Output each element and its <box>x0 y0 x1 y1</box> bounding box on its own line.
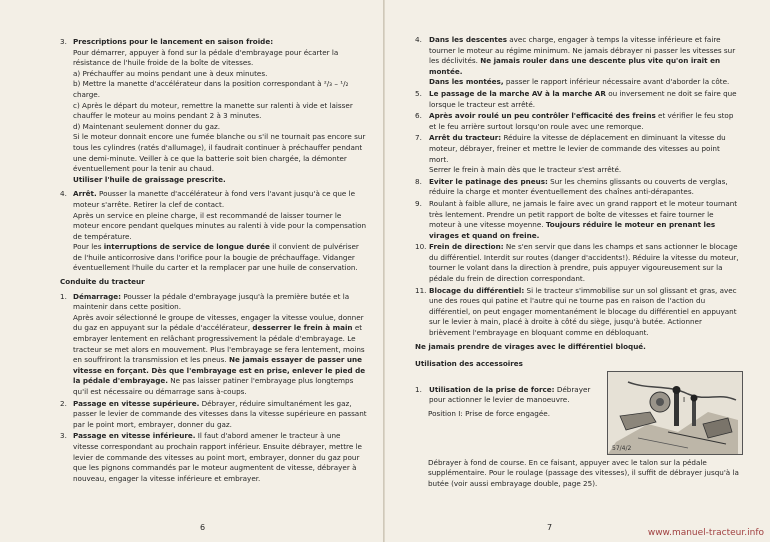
paragraph: Passage en vitesse supérieure. Débrayer, réduire simultanément les gaz, passer le levier de commande des vitesses dans la vitesse supérieure en passant par le point mort, embrayer, donner du gaz. <box>73 398 367 429</box>
paragraph: Si le moteur donnait encore une fumée blanche ou s'il ne tournait pas encore sur tous les cylindres (ratés d'allumage), il faudrait continuer à préchauffer pendant une demi-minute. Veiller à ce que la batterie soit bien chargée, la démonter éventuellement pour la tenir au chaud. <box>73 132 366 174</box>
paragraph: Après un service en pleine charge, il est recommandé de laisser tourner le moteur encore pendant quelques minutes au ralenti à vide pour la compensation de température. <box>73 210 367 241</box>
section-heading: Utilisation des accessoires <box>415 359 523 369</box>
paragraph: Eviter le patinage des pneus: Sur les chemins glissants ou couverts de verglas, réduire la charge et monter éventuellement des chaînes anti-dérapantes. <box>429 176 728 197</box>
paragraph: Arrêt du tracteur: Réduire la vitesse de déplacement en diminuant la vitesse du moteur, débrayer, freiner et mettre le levier de commande des vitesses au point mort. <box>429 133 726 164</box>
sub-item-b: b) Mettre la manette d'accélérateur dans la position correspondant à ²/₃ – ¹/₂ charge. <box>73 79 349 99</box>
list-item: 6. Après avoir roulé un peu contrôler l'efficacité des freins et vérifier le feu stop et le feu arrière surtout lorsqu'on roule avec une remorque. <box>415 111 740 132</box>
list-item: 1. Utilisation de la prise de force: Débrayer pour actionner le levier de manoeuvre. <box>415 385 595 406</box>
section-title: Arrêt. <box>73 189 97 199</box>
sub-item-d: d) Maintenant seulement donner du gaz. <box>73 121 221 131</box>
list-item: 2. Passage en vitesse supérieure. Débrayer, réduire simultanément les gaz, passer le levier de commande des vitesses dans la vitesse supérieure en passant par le point mort, embrayer, donner du gaz. <box>60 398 367 429</box>
figure-label: 57/4/2 <box>612 445 632 452</box>
paragraph: Débrayer à fond de course. En ce faisant, appuyer avec le talon sur la pédale supplémentaire. Pour le roulage (passage des vitesses), il suffit de débrayer jusqu'à la butée (voir aussi embrayage double, page 25). <box>428 457 739 488</box>
section-number: 3. <box>60 37 67 46</box>
warning-note: Ne jamais prendre de virages avec le différentiel bloqué. <box>415 341 646 351</box>
list-item: 10. Frein de direction: Ne s'en servir que dans les champs et sans actionner le blocage du différentiel. Interdit sur routes (danger d'accidents!). Réduire la vitesse du moteur, tourner le volant dans la direction à prendre, puis appuyer vigoureusement sur la pédale du frein de direction correspondant. <box>415 242 739 284</box>
page-number: 6 <box>200 523 206 532</box>
paragraph: Après avoir roulé un peu contrôler l'efficacité des freins et vérifier le feu stop et le feu arrière surtout lorsqu'on roule avec une remorque. <box>429 111 734 131</box>
paragraph: Démarrage: Pousser la pédale d'embrayage jusqu'à la première butée et la maintenir dans cette position. <box>73 291 350 312</box>
list-item: 1. Démarrage: Pousser la pédale d'embrayage jusqu'à la première butée et la maintenir dans cette position. Après avoir sélectionné le groupe de vitesses, engager la vitesse voulue, donner du gaz en appuyant sur la pédale d'accélérateur, desserrer le frein à main et embrayer lentement en relâchant progressivement la pédale d'embrayage. Le tracteur se met alors en mouvement. Plus l'embrayage se fera lentement, moins en souffriront la transmission et les pneus. Ne jamais essayer de passer une vitesse en forçant. Dès que l'embrayage est en prise, enlever le pied de la pédale d'embrayage. Ne pas laisser patiner l'embrayage plus longtemps qu'il est nécessaire ou démarrage sans à-coups. <box>60 291 366 396</box>
watermark: www.manuel-tracteur.info <box>647 528 764 538</box>
list-item: 3. Passage en vitesse inférieure. Il faut d'abord amener le tracteur à une vitesse correspondant au prochain rapport inférieur. Ensuite débrayer, mettre le levier de commande des vitesses au point mort, embrayer, donner du gaz pour que les pignons commandés par le moteur augmentent de vitesse, débrayer à nouveau, engager la vitesse inférieure et embrayer. <box>60 431 367 484</box>
paragraph: Utilisation de la prise de force: Débrayer pour actionner le levier de manoeuvre. <box>429 384 591 405</box>
paragraph: Dans les descentes avec charge, engager à temps la vitesse inférieure et faire tourner le moteur au régime minimum. Ne jamais débrayer ni passer les vitesses sur les déclivités. Ne jamais rouler dans une descente plus vite qu'on irait en montée. <box>429 35 736 76</box>
page-right <box>385 0 770 542</box>
sub-item-c: c) Après le départ du moteur, remettre la manette sur ralenti à vide et laisser chauffer le moteur au moins pendant 2 à 3 minutes. <box>73 100 353 121</box>
paragraph: Après avoir sélectionné le groupe de vitesses, engager la vitesse voulue, donner du gaz en appuyant sur la pédale d'accélérateur, desserrer le frein à main et embrayer lentement en relâchant progressivement la pédale d'embrayage. Le tracteur se met alors en mouvement. Plus l'embrayage se fera lentement, moins en souffriront la transmission et les pneus. Ne jamais essayer de passer une vitesse en forçant. Dès que l'embrayage est en prise, enlever le pied de la pédale d'embrayage. Ne pas laisser patiner l'embrayage plus longtemps qu'il est nécessaire ou démarrage sans à-coups. <box>73 312 366 396</box>
paragraph: Pour les interruptions de service de longue durée il convient de pulvériser de l'huile anticorrosive dans l'orifice pour la bougie de préchauffage. Vidanger éventuellement l'huile du carter et la remplacer par une huile de conservation. <box>73 242 359 273</box>
page-number: 7 <box>547 523 553 532</box>
position-note: Position I: Prise de force engagée. <box>428 409 550 418</box>
bold-note: Utiliser l'huile de graissage prescrite. <box>73 174 226 184</box>
paragraph: Roulant à faible allure, ne jamais le faire avec un grand rapport et le moteur tournant très lentement. Prendre un petit rapport de boîte de vitesses et faire tourner le moteur à une vitesse moyenne. Toujours réduire le moteur en prenant les virages et quand on freine. <box>429 198 738 240</box>
paragraph: Dans les montées, passer le rapport inférieur nécessaire avant d'aborder la côte. <box>429 77 730 87</box>
paragraph: Frein de direction: Ne s'en servir que dans les champs et sans actionner le blocage du différentiel. Interdit sur routes (danger d'accidents!). Réduire la vitesse du moteur, tourner le volant dans la direction à prendre, puis appuyer vigoureusement sur la pédale du frein de direction correspondant. <box>429 242 739 284</box>
lever-position-mark: I <box>683 396 686 404</box>
list-item: 11. Blocage du différentiel: Si le tracteur s'immobilise sur un sol glissant et gras, avec une des roues qui patine et l'autre qui ne tourne pas en raison de l'action du différentiel, on peut engager momentanément le blocage du différentiel en appuyant sur le levier à main, placé à droite à côté du siège, jusqu'à butée. Actionner brièvement l'embrayage en bloquant comme en débloquant. <box>415 286 740 339</box>
section-number: 4. <box>60 189 67 199</box>
list-item: 8. Eviter le patinage des pneus: Sur les chemins glissants ou couverts de verglas, réduire la charge et monter éventuellement des chaînes anti-dérapantes. <box>415 177 740 198</box>
paragraph: Blocage du différentiel: Si le tracteur s'immobilise sur un sol glissant et gras, avec une des roues qui patine et l'autre qui ne tourne pas en raison de l'action du différentiel, on peut engager momentanément le blocage du différentiel en appuyant sur le levier à main, placé à droite à côté du siège, jusqu'à butée. Actionner brièvement l'embrayage en bloquant comme en débloquant. <box>429 285 737 338</box>
list-item: 9. Roulant à faible allure, ne jamais le faire avec un grand rapport et le moteur tournant très lentement. Prendre un petit rapport de boîte de vitesses et faire tourner le moteur à une vitesse moyenne. Toujours réduire le moteur en prenant les virages et quand on freine. <box>415 199 740 241</box>
paragraph: Pour démarrer, appuyer à fond sur la pédale d'embrayage pour écarter la résistance de l'huile froide de la boîte de vitesses. <box>73 47 339 68</box>
sub-item-a: a) Préchauffer au moins pendant une à deux minutes. <box>73 68 268 78</box>
tractor-lever-drawing <box>608 372 742 454</box>
list-item: 5. Le passage de la marche AV à la marche AR ou inversement ne doit se faire que lorsque le tracteur est arrêté. <box>415 89 740 110</box>
tractor-lever-illustration <box>607 371 743 455</box>
paragraph: Serrer le frein à main dès que le tracteur s'est arrêté. <box>429 165 622 175</box>
list-item: 7. Arrêt du tracteur: Réduire la vitesse de déplacement en diminuant la vitesse du moteur, débrayer, freiner et mettre le levier de commande des vitesses au point mort. Serrer le frein à main dès que le tracteur s'est arrêté. <box>415 133 740 175</box>
section-3 <box>60 37 367 185</box>
paragraph: Arrêt. Pousser la manette d'accélérateur à fond vers l'avant jusqu'à ce que le moteur s'arrête. Retirer la clef de contact. <box>73 189 356 209</box>
section-4 <box>60 189 367 274</box>
section-heading: Conduite du tracteur <box>60 277 145 287</box>
section-title: Prescriptions pour le lancement en saison froide: <box>73 37 274 46</box>
paragraph: Le passage de la marche AV à la marche AR ou inversement ne doit se faire que lorsque le tracteur est arrêté. <box>429 88 737 109</box>
list-item: 4. Dans les descentes avec charge, engager à temps la vitesse inférieure et faire tourner le moteur au régime minimum. Ne jamais débrayer ni passer les vitesses sur les déclivités. Ne jamais rouler dans une descente plus vite qu'on irait en montée. Dans les montées, passer le rapport inférieur nécessaire avant d'aborder la côte. <box>415 35 740 88</box>
paragraph: Passage en vitesse inférieure. Il faut d'abord amener le tracteur à une vitesse correspondant au prochain rapport inférieur. Ensuite débrayer, mettre le levier de commande des vitesses au point mort, embrayer, donner du gaz pour que les pignons commandés par le moteur augmentent de vitesse, débrayer à nouveau, engager la vitesse inférieure et embrayer. <box>73 431 362 483</box>
